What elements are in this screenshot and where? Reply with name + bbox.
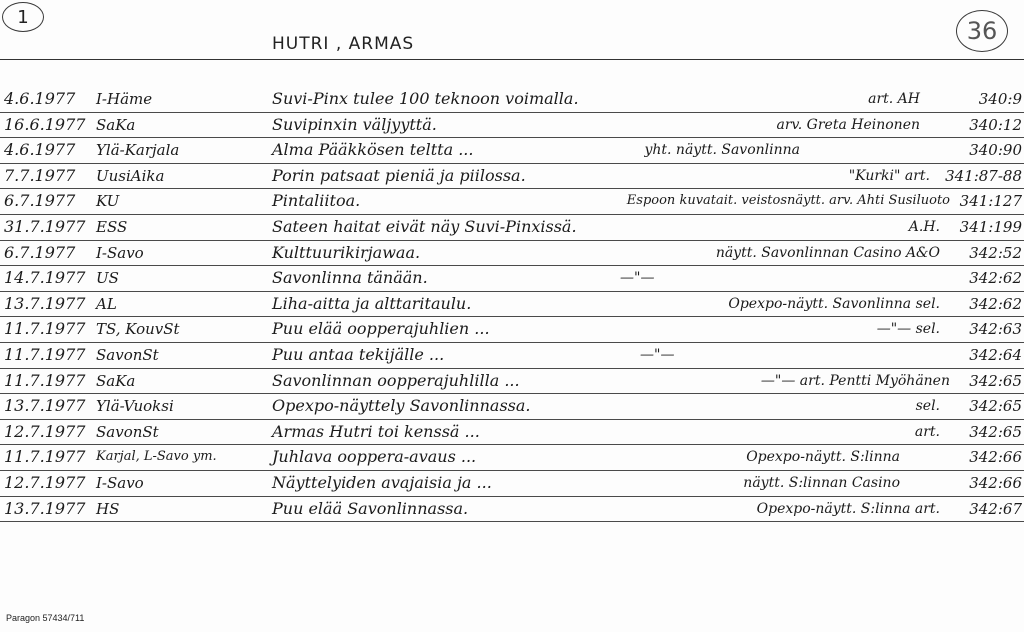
entry-date: 11.7.1977 [4, 370, 86, 390]
entry-ref: 342:52 [969, 243, 1022, 262]
entry-row [0, 87, 1024, 113]
entry-date: 6.7.1977 [4, 242, 76, 262]
entry-headline: Liha-aitta ja alttaritaulu. [272, 293, 472, 313]
title-rule [0, 59, 1024, 60]
entry-date: 16.6.1977 [4, 114, 86, 134]
entry-ref: 342:65 [969, 371, 1022, 390]
entry-paper: SaKa [96, 115, 136, 134]
entry-ref: 342:64 [969, 345, 1022, 364]
entry-row [0, 394, 1024, 420]
entry-date: 7.7.1977 [4, 165, 76, 185]
entry-paper: SavonSt [96, 345, 159, 364]
entry-row [0, 266, 1024, 292]
entry-note: —"— art. Pentti Myöhänen [760, 372, 950, 389]
entry-date: 11.7.1977 [4, 319, 86, 339]
entry-row [0, 369, 1024, 395]
entry-ref: 342:62 [969, 269, 1022, 288]
entry-date: 4.6.1977 [4, 89, 76, 108]
entry-row [0, 215, 1024, 241]
entry-note: Opexpo-näytt. S:linna [746, 449, 900, 466]
entry-paper: I-Savo [96, 473, 144, 492]
entry-date: 4.6.1977 [4, 140, 76, 160]
entry-paper: KU [96, 192, 120, 211]
entry-ref: 342:66 [969, 448, 1022, 467]
entry-headline: Porin patsaat pieniä ja piilossa. [272, 165, 526, 185]
entry-note: sel. [915, 398, 940, 415]
entry-date: 12.7.1977 [4, 472, 86, 492]
entry-note: —"— [640, 346, 675, 363]
entry-row [0, 445, 1024, 471]
entry-headline: Sateen haitat eivät näy Suvi-Pinxissä. [272, 216, 577, 236]
entry-row [0, 241, 1024, 267]
entry-date: 6.7.1977 [4, 191, 76, 211]
entry-date: 13.7.1977 [4, 498, 86, 518]
entry-headline: Puu antaa tekijälle ... [272, 344, 445, 364]
card-number: 1 [17, 6, 29, 28]
entry-note: arv. Greta Heinonen [776, 116, 920, 133]
entry-note: Opexpo-näytt. S:linna art. [756, 500, 940, 517]
entry-paper: SaKa [96, 371, 136, 390]
entry-date: 11.7.1977 [4, 344, 86, 364]
entry-ref: 342:65 [969, 422, 1022, 441]
entry-note: "Kurki" art. [848, 167, 930, 184]
entry-headline: Näyttelyiden avajaisia ja ... [272, 472, 492, 492]
entry-row [0, 420, 1024, 446]
entry-paper: ESS [96, 217, 128, 236]
entry-note: Opexpo-näytt. Savonlinna sel. [728, 295, 940, 312]
entry-paper: I-Häme [96, 90, 153, 108]
entry-row [0, 189, 1024, 215]
entry-headline: Puu elää oopperajuhlien ... [272, 319, 490, 339]
entry-ref: 342:62 [969, 294, 1022, 313]
card-title: HUTRI , ARMAS [272, 34, 415, 54]
entry-paper: AL [96, 294, 117, 313]
entry-ref: 340:9 [978, 90, 1022, 108]
entry-date: 13.7.1977 [4, 293, 86, 313]
entry-date: 11.7.1977 [4, 447, 86, 467]
entry-paper: Ylä-Vuoksi [96, 397, 174, 416]
entry-note: —"— [620, 270, 655, 287]
entry-date: 13.7.1977 [4, 396, 86, 416]
entry-ref: 342:66 [969, 473, 1022, 492]
entry-headline: Puu elää Savonlinnassa. [272, 498, 469, 518]
entry-ref: 340:90 [969, 141, 1022, 160]
entry-note: yht. näytt. Savonlinna [644, 142, 800, 159]
page-number-badge [956, 10, 1008, 52]
entry-ref: 342:67 [969, 499, 1022, 518]
entry-paper: Ylä-Karjala [96, 141, 180, 160]
entry-headline: Suvi-Pinx tulee 100 teknoon voimalla. [272, 89, 579, 108]
entry-row [0, 113, 1024, 139]
card-number-badge [2, 2, 44, 32]
entry-headline: Alma Pääkkösen teltta ... [272, 140, 474, 160]
entry-row [0, 138, 1024, 164]
printer-mark: Paragon 57434/711 [6, 613, 85, 623]
page-number: 36 [966, 17, 998, 45]
entry-ref: 340:12 [969, 115, 1022, 134]
entry-ref: 341:87-88 [945, 166, 1022, 185]
entry-note: näytt. Savonlinnan Casino A&O [715, 244, 940, 261]
entry-date: 14.7.1977 [4, 268, 86, 288]
entry-row [0, 164, 1024, 190]
entry-row [0, 343, 1024, 369]
entry-paper: SavonSt [96, 422, 159, 441]
entry-row [0, 497, 1024, 523]
entry-row [0, 292, 1024, 318]
entry-paper: UusiAika [96, 166, 165, 185]
entry-paper: Karjal, L-Savo ym. [96, 449, 217, 465]
entry-paper: TS, KouvSt [96, 320, 180, 339]
entry-note: —"— sel. [876, 321, 940, 338]
entry-paper: US [96, 269, 119, 288]
entry-ref: 341:127 [959, 192, 1022, 211]
entry-headline: Savonlinna tänään. [272, 268, 428, 288]
entry-headline: Armas Hutri toi kenssä ... [272, 421, 480, 441]
entry-ref: 342:65 [969, 397, 1022, 416]
entry-headline: Savonlinnan oopperajuhlilla ... [272, 370, 520, 390]
entry-row [0, 317, 1024, 343]
entry-headline: Pintaliitoa. [272, 191, 361, 211]
entry-headline: Opexpo-näyttely Savonlinnassa. [272, 396, 531, 416]
entry-row [0, 471, 1024, 497]
entry-note: art. [914, 423, 940, 440]
entry-note: art. AH [868, 91, 920, 107]
entry-note: Espoon kuvatait. veistosnäytt. arv. Ahti Susiluoto [626, 193, 950, 209]
entry-headline: Kulttuurikirjawaa. [272, 242, 421, 262]
entry-note: näytt. S:linnan Casino [743, 474, 900, 491]
entry-date: 31.7.1977 [4, 216, 86, 236]
entry-paper: HS [96, 499, 120, 518]
entry-headline: Juhlava ooppera-avaus ... [272, 447, 477, 467]
entry-ref: 342:63 [969, 320, 1022, 339]
entry-headline: Suvipinxin väljyyttä. [272, 114, 437, 134]
entry-list [0, 87, 1024, 522]
entry-paper: I-Savo [96, 243, 144, 262]
entry-date: 12.7.1977 [4, 421, 86, 441]
entry-ref: 341:199 [959, 217, 1022, 236]
entry-note: A.H. [908, 218, 940, 235]
